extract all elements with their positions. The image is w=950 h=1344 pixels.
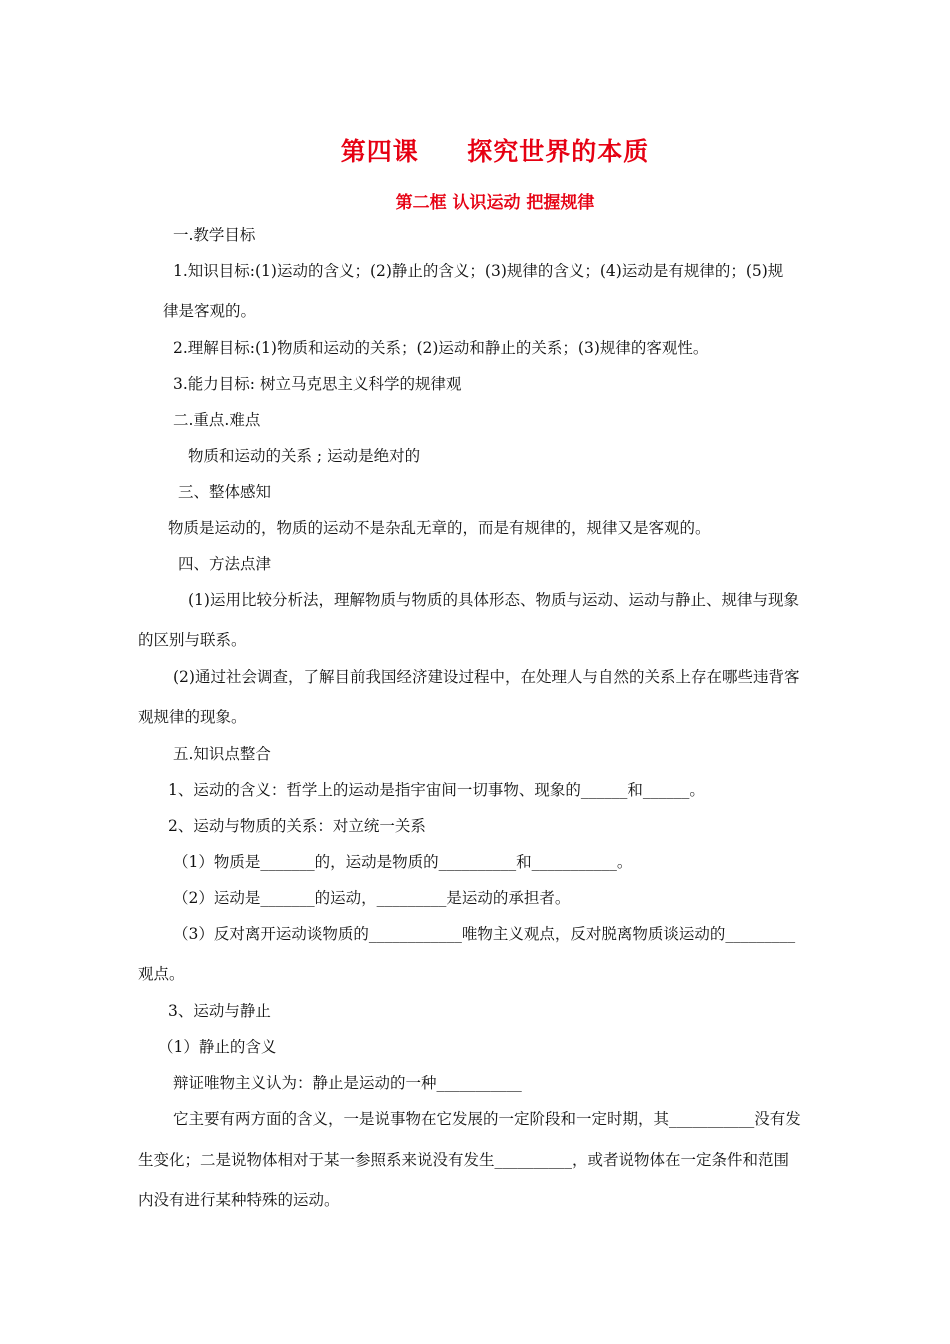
paragraph-line: 观点。 [138,965,185,983]
paragraph-line: 律是客观的。 [163,302,257,320]
heading-overview: 三、整体感知 [178,483,272,501]
paragraph-line: 1.知识目标:(1)运动的含义；(2)静止的含义；(3)规律的含义；(4)运动是有规律的；(5)规 [173,262,784,280]
paragraph-line: 1、运动的含义：哲学上的运动是指宇宙间一切事物、现象的______和______。 [168,781,705,799]
heading-teaching-goals: 一.教学目标 [173,226,256,244]
paragraph-line: 2、运动与物质的关系：对立统一关系 [168,817,426,835]
paragraph-line: （1）物质是_______的，运动是物质的__________和___________。 [173,853,633,871]
paragraph-line: （3）反对离开运动谈物质的____________唯物主义观点，反对脱离物质谈运动的_________ [173,925,796,943]
heading-knowledge-points: 五.知识点整合 [173,745,271,763]
heading-key-points: 二.重点.难点 [173,411,261,429]
paragraph-line: 3.能力目标: 树立马克思主义科学的规律观 [173,375,462,393]
paragraph-line: （1）静止的含义 [158,1038,277,1056]
paragraph-line: (1)运用比较分析法，理解物质与物质的具体形态、物质与运动、运动与静止、规律与现象 [188,591,799,609]
paragraph-line: (2)通过社会调查，了解目前我国经济建设过程中，在处理人与自然的关系上存在哪些违背客 [173,668,800,686]
paragraph-line: 3、运动与静止 [168,1002,271,1020]
heading-methods: 四、方法点津 [178,555,272,573]
paragraph-line: 物质和运动的关系 ; 运动是绝对的 [188,447,421,465]
paragraph-line: 辩证唯物主义认为：静止是运动的一种___________ [173,1074,522,1092]
paragraph-line: 2.理解目标:(1)物质和运动的关系；(2)运动和静止的关系；(3)规律的客观性。 [173,339,709,357]
paragraph-line: 的区别与联系。 [138,631,247,649]
paragraph-line: 物质是运动的，物质的运动不是杂乱无章的，而是有规律的，规律又是客观的。 [168,519,711,537]
paragraph-line: 内没有进行某种特殊的运动。 [138,1191,340,1209]
lesson-title: 第四课 探究世界的本质 [340,137,650,166]
paragraph-line: 观规律的现象。 [138,708,247,726]
paragraph-line: 它主要有两方面的含义，一是说事物在它发展的一定阶段和一定时期，其___________没有发 [173,1110,801,1128]
paragraph-line: （2）运动是_______的运动，_________是运动的承担者。 [173,889,571,907]
paragraph-line: 生变化；二是说物体相对于某一参照系来说没有发生__________，或者说物体在一定条件和范围 [138,1151,790,1169]
section-subtitle: 第二框 认识运动 把握规律 [395,193,595,213]
